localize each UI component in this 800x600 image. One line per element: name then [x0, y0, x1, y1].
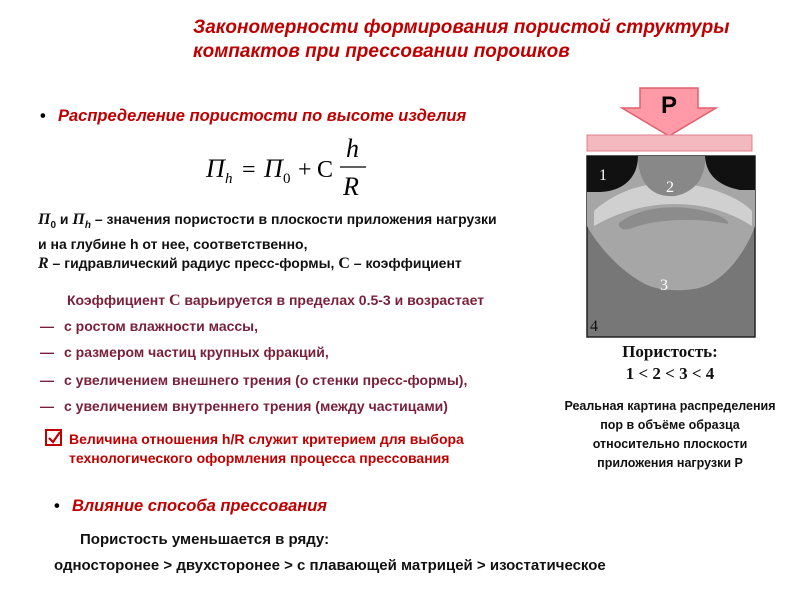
porosity-formula: [204, 133, 384, 201]
formula-denominator: R: [343, 172, 359, 201]
title-line-2: компактов при прессовании порошков: [193, 41, 570, 62]
press-plate: [587, 135, 752, 151]
caption-line-2: пор в объёме образца: [600, 418, 740, 432]
diagram-caption: [545, 397, 795, 473]
factors-list: [40, 318, 560, 424]
caption-line-3: относительно плоскости: [592, 437, 748, 451]
formula-p0-sub: 0: [283, 171, 291, 187]
series-text: односторонее > двухсторонее > с плавающей матрицей > изостатическое: [54, 557, 606, 574]
title-line-1: Закономерности формирования пористой структуры: [193, 17, 730, 38]
force-label: P: [660, 92, 678, 119]
zone-label-2: 2: [666, 179, 674, 196]
formula-lhs-sub: h: [225, 171, 233, 187]
definition-line-3-text2: – коэффициент: [349, 254, 462, 271]
porosity-distribution-diagram: [580, 86, 760, 341]
list-item-text: с ростом влажности массы,: [64, 318, 259, 334]
symbol-pi0: Π: [38, 211, 51, 228]
definition-line-3: [38, 254, 558, 273]
list-item: [40, 344, 560, 370]
zone-label-1: 1: [599, 167, 607, 184]
criterion-line-1: Величина отношения h/R служит критерием для выбора: [69, 431, 464, 447]
coefficient-symbol: C: [168, 292, 181, 309]
definition-line-3-text: – гидравлический радиус пресс-формы,: [48, 254, 339, 271]
definition-line-2: и на глубине h от нее, соответственно,: [38, 235, 308, 252]
definitions-block: [38, 210, 558, 273]
formula-plus: +: [298, 157, 312, 183]
section-heading-method: [54, 497, 327, 516]
criterion-line-2: технологического оформления процесса прессования: [69, 450, 450, 466]
formula-numerator: h: [346, 134, 359, 163]
symbol-pih-sub: h: [84, 219, 91, 231]
zone-label-4: 4: [590, 318, 598, 335]
series-title: Пористость уменьшается в ряду:: [80, 531, 330, 548]
criterion-note: [47, 430, 547, 468]
caption-line-4: приложения нагрузки P: [597, 456, 743, 470]
coefficient-statement: [67, 292, 484, 310]
dash-icon: —: [40, 318, 54, 334]
symbol-pih: Π: [72, 211, 85, 228]
symbol-pi0-sub: 0: [50, 219, 57, 231]
section-heading-text: Влияние способа прессования: [72, 497, 328, 515]
definition-line-1: [38, 210, 558, 235]
list-item: [40, 372, 560, 398]
list-item: [40, 318, 560, 344]
formula-eq: =: [242, 157, 256, 183]
symbol-r: R: [38, 254, 49, 272]
formula-c: C: [317, 157, 334, 183]
section-heading-text: Распределение пористости по высоте изделия: [58, 107, 467, 125]
force-arrow: [622, 88, 716, 136]
list-item-text: с увеличением внутреннего трения (между частицами): [64, 398, 448, 414]
slide-title: [193, 16, 793, 64]
dash-icon: —: [40, 344, 54, 360]
porosity-label: Пористость:: [622, 342, 718, 361]
dash-icon: —: [40, 372, 54, 388]
symbol-c: C: [338, 254, 350, 272]
list-item: [40, 398, 560, 424]
and-text: и: [56, 211, 73, 227]
bullet-icon: •: [40, 107, 46, 125]
formula-lhs: Π: [206, 154, 225, 183]
caption-line-1: Реальная картина распределения: [564, 399, 776, 413]
checkbox-check-icon: [45, 429, 63, 447]
formula-p0: Π: [264, 154, 283, 183]
porosity-order-text: 1 < 2 < 3 < 4: [625, 364, 715, 383]
list-item-text: с увеличением внешнего трения (о стенки пресс-формы),: [64, 372, 468, 388]
coefficient-text-after: варьируется в пределах 0.5-3 и возрастает: [180, 292, 485, 308]
bullet-icon: •: [54, 497, 60, 515]
list-item-text: с размером частиц крупных фракций,: [64, 344, 329, 360]
section-heading-distribution: [40, 107, 466, 126]
porosity-order: [560, 341, 780, 385]
zone-label-3: 3: [660, 277, 668, 294]
dash-icon: —: [40, 398, 54, 414]
definition-line-1-text: – значения пористости в плоскости приложения нагрузки: [90, 211, 497, 227]
sample-cross-section: [587, 156, 755, 337]
coefficient-text-before: Коэффициент: [67, 292, 169, 308]
